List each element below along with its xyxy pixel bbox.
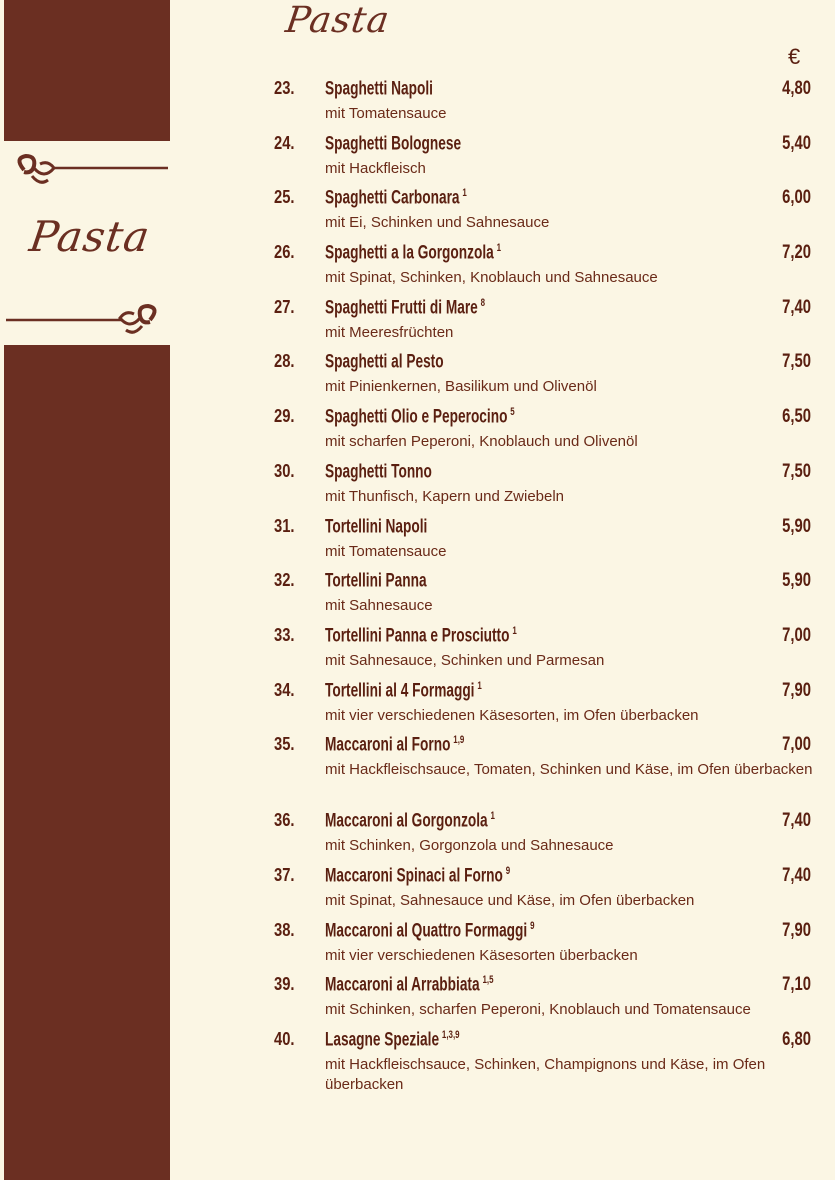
item-number: 40. (274, 1029, 295, 1049)
item-description: mit Tomatensauce (325, 105, 447, 122)
item-description: mit Spinat, Sahnesauce und Käse, im Ofen überbacken (325, 891, 695, 909)
menu-item (0, 920, 835, 975)
menu-item (0, 680, 835, 735)
item-allergen-note: 5 (510, 406, 515, 419)
item-name: Spaghetti Frutti di Mare $^8$ (325, 296, 486, 319)
item-allergen-note: 9 (505, 864, 511, 877)
item-number: 24. (274, 132, 295, 153)
item-price: 7,90 (782, 679, 811, 701)
item-number: 38. (274, 919, 295, 940)
menu-item (0, 78, 835, 133)
item-name: Maccaroni al Quattro Formaggi $^9$ (325, 919, 535, 941)
item-description: mit Schinken, Gorgonzola und Sahnesauce (325, 837, 614, 855)
item-number: 30. (274, 460, 295, 481)
menu-item (0, 242, 835, 297)
menu-item (0, 625, 835, 680)
item-description: mit Ei, Schinken und Sahnesauce (325, 214, 550, 232)
item-description: mit Sahnesauce, Schinken und Parmesan (325, 651, 605, 669)
item-price: 7,40 (782, 810, 811, 832)
menu-item (0, 570, 835, 625)
menu-item (0, 734, 835, 810)
item-description: mit Hackfleischsauce, Schinken, Champignons und Käse, im Ofen überbacken (325, 1056, 766, 1093)
item-number: 39. (274, 974, 295, 995)
item-number: 28. (274, 351, 295, 372)
menu-item (0, 187, 835, 242)
item-name: Lasagne Speziale $^{1,3,9}$ (325, 1029, 460, 1051)
item-description: mit Pinienkernen, Basilikum und Olivenöl (325, 378, 597, 396)
item-price: 7,50 (782, 460, 811, 482)
item-name: Tortellini Napoli (325, 515, 428, 537)
item-name: Maccaroni al Forno $^{1,9}$ (325, 734, 465, 756)
menu-item (0, 351, 835, 406)
item-number: 34. (274, 679, 295, 700)
item-price: 7,00 (782, 624, 811, 646)
currency-symbol: € (788, 44, 801, 69)
item-description: mit Hackfleischsauce, Tomaten, Schinken und Käse, im Ofen überbacken (325, 761, 813, 779)
menu-item (0, 406, 835, 461)
menu-list (0, 78, 835, 1105)
item-number: 32. (274, 570, 295, 591)
item-allergen-note: 1,5 (482, 974, 494, 987)
item-price: 7,00 (782, 734, 811, 756)
item-description: mit scharfen Peperoni, Knoblauch und Olivenöl (325, 433, 638, 451)
item-number: 26. (274, 242, 295, 263)
item-allergen-note: 1,3,9 (441, 1029, 460, 1041)
item-allergen-note: 1 (490, 810, 495, 823)
item-price: 6,50 (782, 406, 811, 428)
item-allergen-note: 9 (530, 919, 535, 932)
menu-item (0, 974, 835, 1029)
item-allergen-note: 8 (480, 296, 486, 309)
item-price: 7,50 (782, 351, 811, 373)
item-price: 5,40 (782, 132, 811, 154)
item-price: 7,10 (782, 974, 811, 996)
menu-item (0, 865, 835, 920)
side-title: Pasta (26, 212, 154, 261)
item-name: Tortellini Panna (325, 570, 427, 592)
item-description: mit vier verschiedenen Käsesorten überbacken (325, 946, 638, 964)
menu-item (0, 297, 835, 352)
item-name: Spaghetti Carbonara $^1$ (325, 187, 467, 209)
item-price: 6,00 (782, 187, 811, 209)
item-price: 7,40 (782, 864, 811, 886)
item-name: Maccaroni al Arrabbiata $^{1,5}$ (325, 974, 494, 996)
menu-item (0, 461, 835, 516)
menu-item (0, 133, 835, 188)
item-price: 7,40 (782, 296, 811, 318)
item-price: 7,20 (782, 242, 811, 264)
item-name: Spaghetti Olio e Peperocino $^5$ (325, 406, 515, 428)
menu-item (0, 516, 835, 571)
item-name: Spaghetti Tonno (325, 461, 432, 483)
item-name: Maccaroni Spinaci al Forno $^9$ (325, 864, 511, 887)
item-number: 35. (274, 734, 295, 755)
item-number: 23. (274, 78, 295, 98)
menu-item (0, 810, 835, 865)
item-description: mit Sahnesauce (325, 597, 433, 615)
item-description: mit Hackfleisch (325, 159, 426, 177)
item-allergen-note: 1 (462, 187, 467, 200)
item-description: mit Tomatensauce (325, 542, 447, 560)
item-number: 27. (274, 296, 295, 317)
item-price: 4,80 (782, 78, 811, 99)
item-number: 37. (274, 864, 295, 885)
item-allergen-note: 1 (496, 242, 502, 255)
item-allergen-note: 1 (477, 679, 482, 692)
item-number: 33. (274, 624, 295, 645)
page-title: Pasta (283, 0, 393, 41)
item-description: mit Spinat, Schinken, Knoblauch und Sahnesauce (325, 269, 658, 287)
item-name: Spaghetti al Pesto (325, 351, 444, 373)
item-description: mit vier verschiedenen Käsesorten, im Ofen überbacken (325, 706, 699, 724)
item-name: Spaghetti a la Gorgonzola $^1$ (325, 242, 502, 264)
item-price: 7,90 (782, 919, 811, 941)
item-name: Spaghetti Napoli (325, 78, 433, 100)
item-allergen-note: 1,9 (453, 734, 465, 747)
item-description: mit Thunfisch, Kapern und Zwiebeln (325, 487, 565, 505)
item-name: Tortellini Panna e Prosciutto $^1$ (325, 624, 517, 647)
item-name: Spaghetti Bolognese (325, 133, 462, 155)
item-name: Maccaroni al Gorgonzola $^1$ (325, 810, 495, 832)
item-price: 5,90 (782, 570, 811, 592)
item-allergen-note: 1 (512, 624, 517, 637)
item-number: 25. (274, 187, 295, 208)
item-name: Tortellini al 4 Formaggi $^1$ (325, 679, 482, 701)
item-number: 31. (274, 515, 295, 536)
menu-item (0, 1029, 835, 1105)
item-price: 5,90 (782, 515, 811, 537)
item-number: 29. (274, 406, 295, 427)
item-description: mit Meeresfrüchten (325, 323, 454, 341)
item-description: mit Schinken, scharfen Peperoni, Knoblauch und Tomatensauce (325, 1001, 751, 1019)
item-number: 36. (274, 810, 295, 831)
item-price: 6,80 (782, 1029, 811, 1050)
